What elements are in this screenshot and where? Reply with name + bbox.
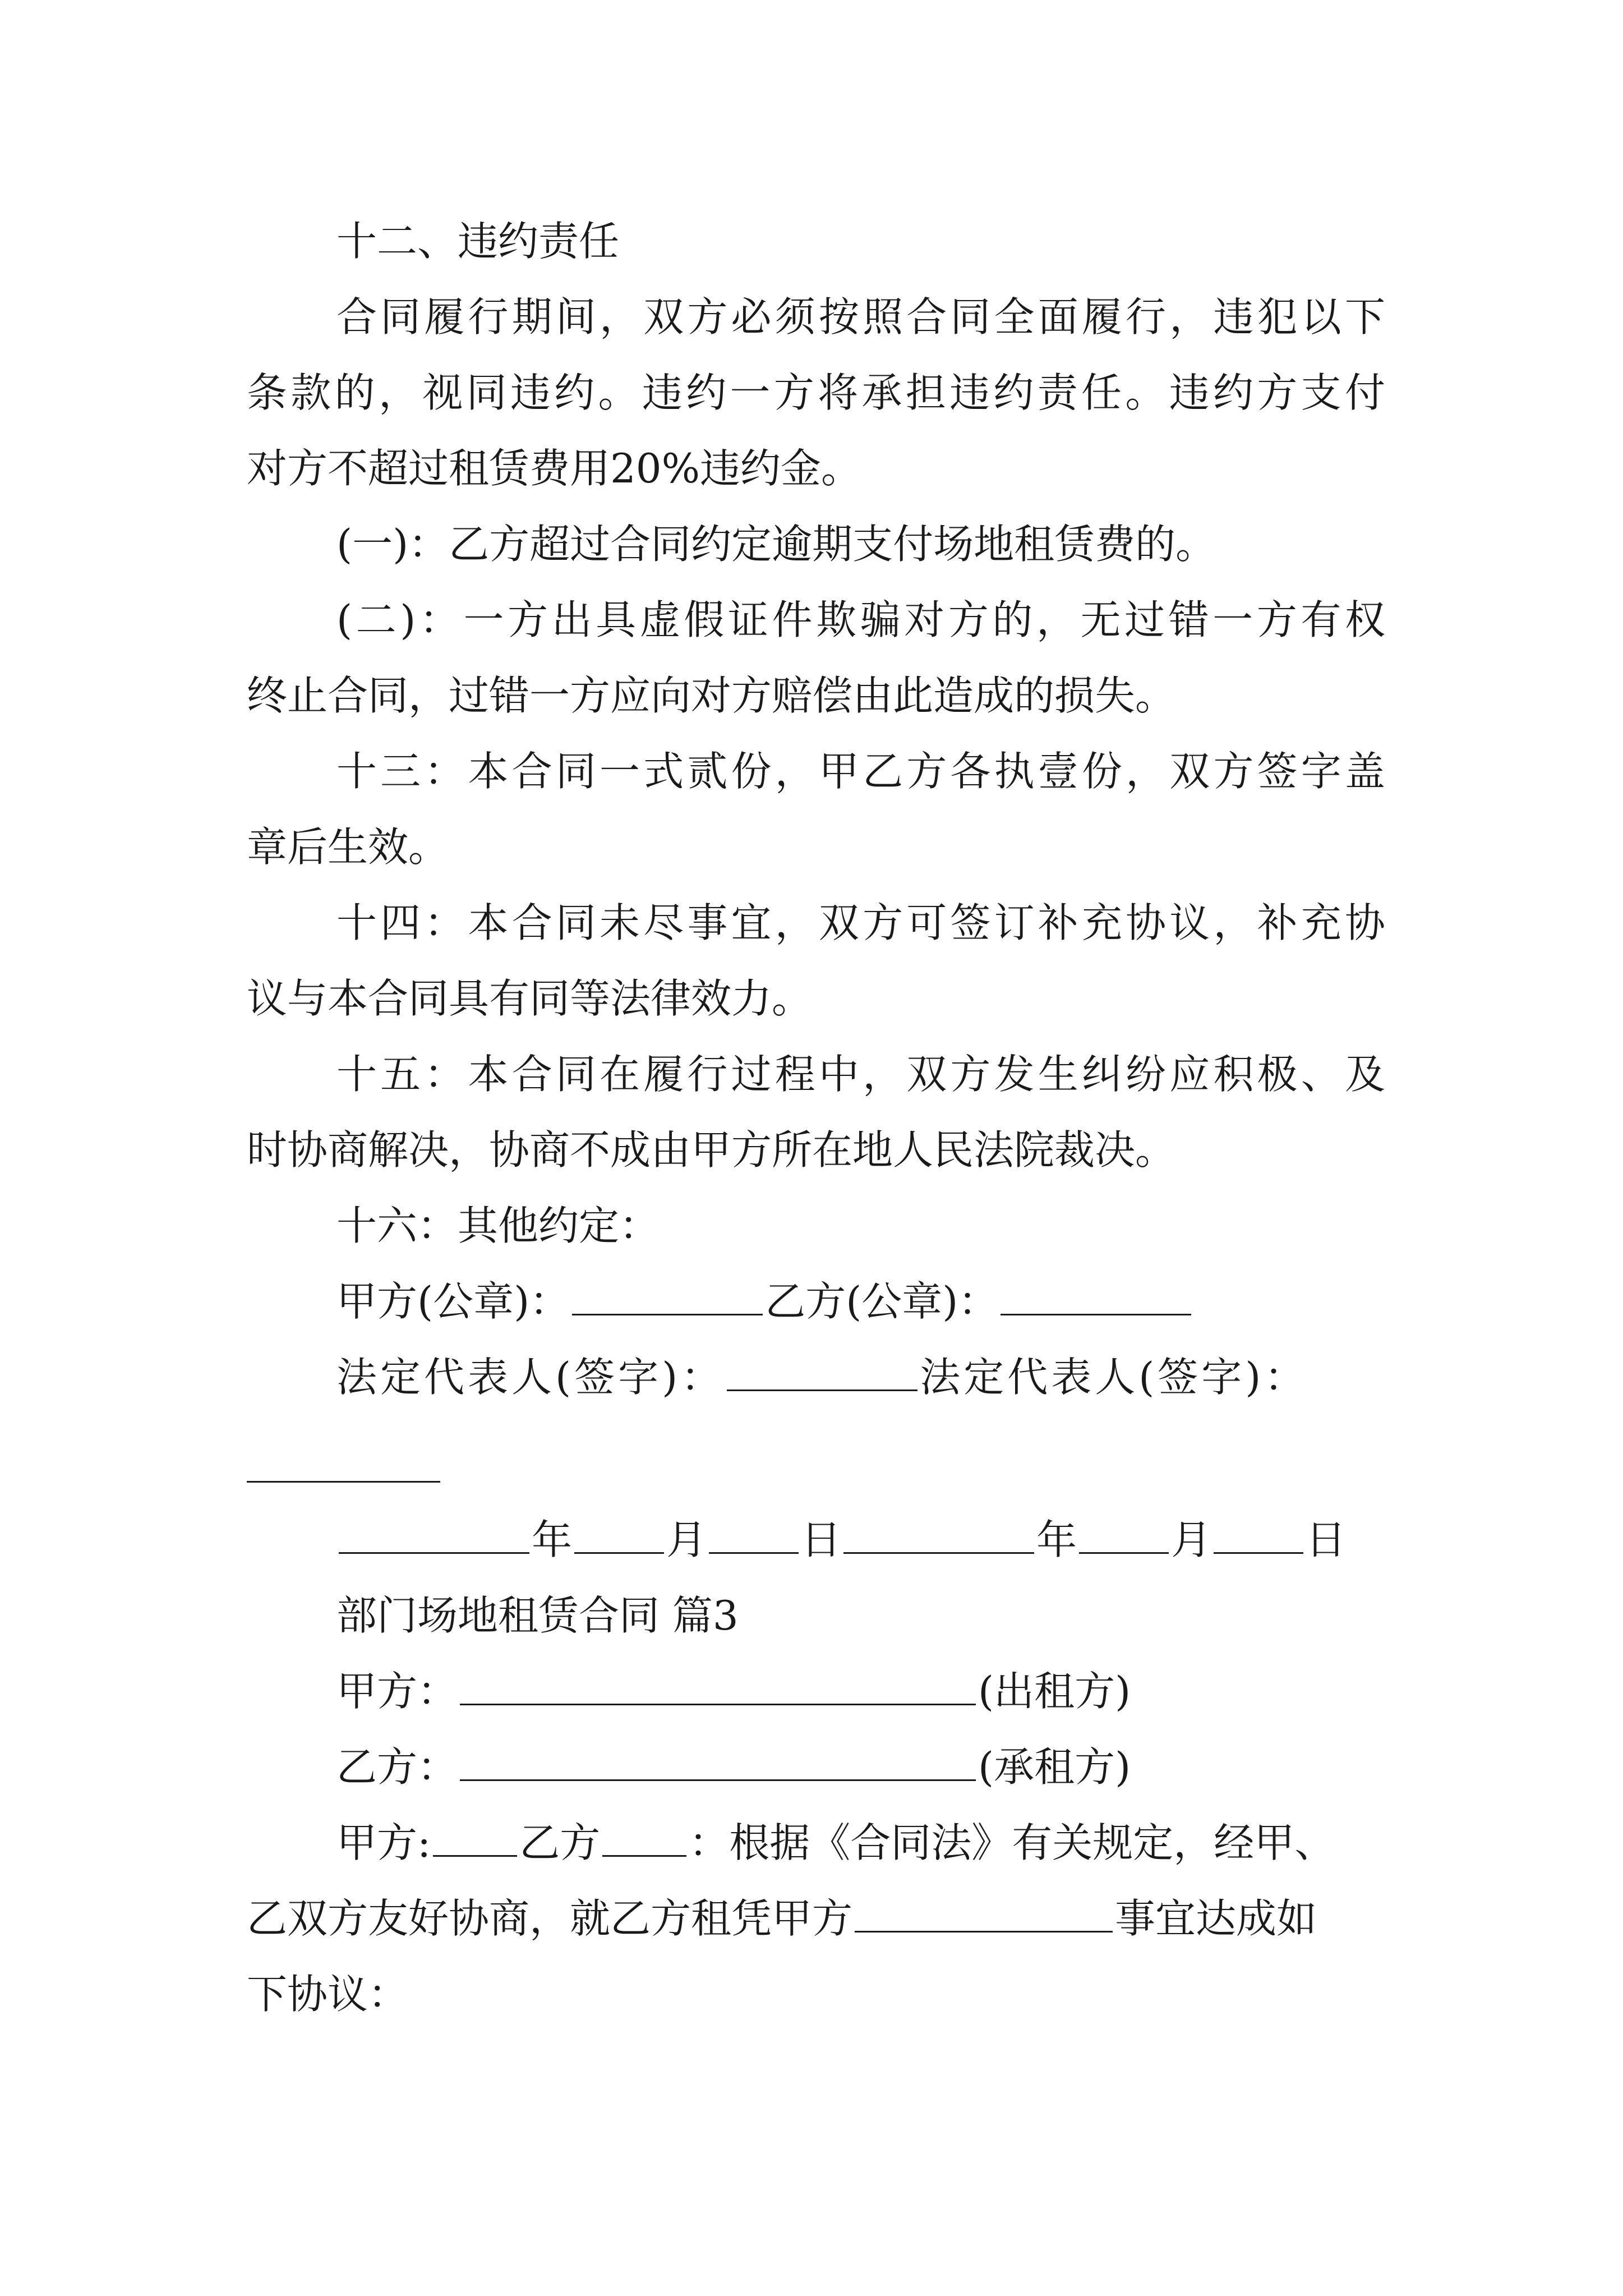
day-blank <box>709 1516 799 1554</box>
clause-2-line: (二)：一方出具虚假证件欺骗对方的，无过错一方有权 <box>336 596 1385 643</box>
party-a-role: (出租方) <box>978 1668 1131 1715</box>
party-b-line <box>336 1739 1131 1795</box>
day-label: 日 <box>1306 1516 1347 1563</box>
month-blank <box>574 1516 664 1554</box>
clause-15-line: 十五：本合同在履行过程中，双方发生纠纷应积极、及 <box>336 1051 1385 1098</box>
intro-party-a-blank <box>433 1819 517 1857</box>
clause-1: (一)：乙方超过合同约定逾期支付场地租赁费的。 <box>336 521 1216 568</box>
section-heading-12: 十二、违约责任 <box>336 218 620 265</box>
intro-line: 下协议： <box>247 1971 409 2018</box>
party-b-rep-blank <box>247 1481 440 1483</box>
party-a-blank <box>460 1668 976 1705</box>
party-a-line <box>336 1663 1131 1719</box>
intro-text: 事宜达成如 <box>1115 1895 1317 1942</box>
year-blank <box>843 1516 1034 1554</box>
intro-line <box>247 1890 1317 1947</box>
year-label: 年 <box>1036 1516 1077 1563</box>
clause-15-line: 时协商解决，协商不成由甲方所在地人民法院裁决。 <box>247 1126 1176 1174</box>
party-a-label: 甲方： <box>336 1668 458 1715</box>
party-b-role: (承租方) <box>978 1743 1131 1791</box>
paragraph-line: 合同履行期间，双方必须按照合同全面履行，违犯以下 <box>336 293 1385 341</box>
party-b-seal-blank <box>1000 1278 1191 1315</box>
month-label: 月 <box>666 1516 707 1563</box>
contract-title: 部门场地租赁合同 篇3 <box>336 1592 739 1639</box>
clause-14-line: 议与本合同具有同等法律效力。 <box>247 975 813 1022</box>
clause-16: 十六：其他约定： <box>336 1202 660 1249</box>
party-b-rep-label: 法定代表人(签字)： <box>920 1354 1308 1401</box>
seal-line <box>336 1273 1193 1329</box>
party-b-blank <box>460 1743 976 1781</box>
intro-party-b-blank <box>602 1819 686 1857</box>
party-b-label: 乙方： <box>336 1743 458 1791</box>
party-a-rep-label: 法定代表人(签字)： <box>336 1354 725 1401</box>
intro-line <box>336 1815 1335 1871</box>
intro-text: 乙双方友好协商，就乙方租凭甲方 <box>247 1895 853 1942</box>
clause-13-line: 章后生效。 <box>247 823 449 871</box>
subject-blank <box>855 1895 1113 1932</box>
paragraph-line: 条款的，视同违约。违约一方将承担违约责任。违约方支付 <box>247 369 1385 416</box>
representative-line <box>336 1349 1308 1405</box>
day-blank <box>1214 1516 1303 1554</box>
intro-party-a: 甲方: <box>336 1819 431 1866</box>
month-label: 月 <box>1171 1516 1212 1563</box>
party-a-rep-blank <box>727 1354 917 1391</box>
clause-13-line: 十三：本合同一式贰份，甲乙方各执壹份，双方签字盖 <box>336 748 1385 795</box>
day-label: 日 <box>801 1516 842 1563</box>
year-label: 年 <box>532 1516 573 1563</box>
date-line <box>336 1512 1346 1568</box>
year-blank <box>339 1516 529 1554</box>
intro-party-b: 乙方 <box>519 1819 601 1866</box>
party-b-seal-label: 乙方(公章)： <box>765 1278 999 1325</box>
party-a-seal-label: 甲方(公章)： <box>336 1278 570 1325</box>
month-blank <box>1079 1516 1169 1554</box>
clause-14-line: 十四：本合同未尽事宜，双方可签订补充协议，补充协 <box>336 899 1385 946</box>
party-a-seal-blank <box>572 1278 763 1315</box>
intro-text: ：根据《合同法》有关规定，经甲、 <box>689 1819 1335 1866</box>
clause-2-line: 终止合同，过错一方应向对方赔偿由此造成的损失。 <box>247 672 1176 719</box>
paragraph-line: 对方不超过租赁费用20%违约金。 <box>247 445 862 492</box>
